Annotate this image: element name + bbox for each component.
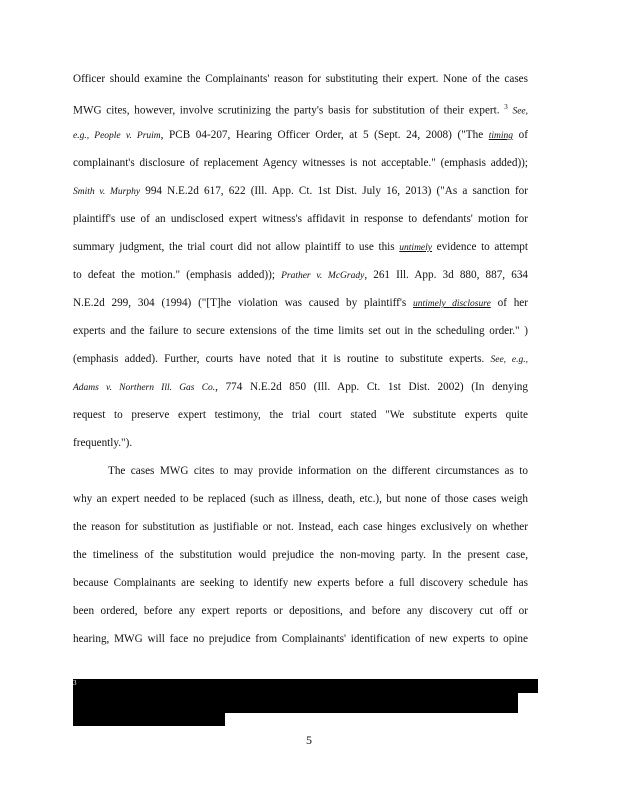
body-line — [73, 548, 528, 562]
body-line — [73, 268, 528, 283]
body-line — [73, 72, 528, 86]
redaction-bar-1 — [73, 679, 538, 693]
footnote-reference: 3 — [504, 103, 508, 111]
text-run: , PCB 04-207, Hearing Officer Order, at 5 (Sept. 24, 2008) ("The — [160, 129, 489, 141]
text-run: request to preserve expert testimony, the trial court stated "We substitute experts quite — [73, 409, 528, 421]
case-citation: Smith v. Murphy — [73, 187, 141, 197]
body-line — [73, 212, 528, 226]
text-run: 994 N.E.2d 617, 622 (Ill. App. Ct. 1st Dist. July 16, 2013) ("As a sanction for — [140, 185, 528, 197]
text-run: why an expert needed to be replaced (such as illness, death, etc.), but none of those cases weigh — [73, 493, 528, 505]
body-line — [73, 296, 528, 311]
body-line — [73, 324, 528, 338]
body-line — [73, 436, 528, 450]
text-run: MWG cites, however, involve scrutinizing the party's basis for substitution of their expert. — [73, 104, 505, 117]
case-citation: See, — [512, 106, 528, 117]
text-run: , 774 N.E.2d 850 (Ill. App. Ct. 1st Dist. 2002) (In denying — [215, 381, 528, 393]
case-citation: Prather v. McGrady — [281, 271, 365, 281]
body-line — [73, 576, 528, 590]
text-run: complainant's disclosure of replacement Agency witnesses is not acceptable." (emphasis added)); — [73, 157, 528, 169]
redaction-bar-2 — [73, 693, 518, 713]
body-line — [73, 352, 528, 367]
footnote-marker: 3 — [73, 679, 77, 687]
text-run: N.E.2d 299, 304 (1994) ("[T]he violation was caused by plaintiff's — [73, 297, 413, 309]
text-run: , 261 Ill. App. 3d 880, 887, 634 — [364, 269, 529, 281]
text-run: of — [513, 129, 528, 141]
text-run: evidence to attempt — [432, 241, 528, 253]
body-line — [108, 464, 528, 478]
case-citation: e.g., People v. Pruim — [73, 131, 161, 141]
text-run: frequently."). — [73, 437, 133, 449]
body-line — [73, 492, 528, 506]
text-run: the reason for substitution as justifiable or not. Instead, each case hinges exclusively on whether — [73, 521, 528, 533]
case-citation: untimely — [399, 243, 433, 253]
case-citation: untimely disclosure — [413, 299, 491, 309]
body-line — [73, 184, 528, 199]
text-run: hearing, MWG will face no prejudice from Complainants' identification of new experts to opine — [73, 633, 528, 645]
text-run: the timeliness of the substitution would prejudice the non-moving party. In the present case, — [73, 549, 528, 561]
body-line — [73, 408, 528, 422]
case-citation: timing — [488, 131, 514, 141]
case-citation: Adams v. Northern Ill. Gas Co. — [73, 383, 216, 393]
text-run: been ordered, before any expert reports or depositions, and before any discovery cut off or — [73, 605, 528, 617]
text-run: experts and the failure to secure extensions of the time limits set out in the scheduling order." ) — [73, 325, 528, 337]
text-run: Officer should examine the Complainants' reason for substituting their expert. None of the cases — [73, 73, 528, 85]
body-line — [73, 380, 528, 395]
body-line — [73, 128, 528, 143]
text-run: to defeat the motion." (emphasis added)); — [73, 269, 282, 281]
page-number: 5 — [306, 733, 312, 747]
text-run: of her — [490, 297, 528, 309]
text-run: summary judgment, the trial court did not allow plaintiff to use this — [73, 241, 400, 253]
text-run: because Complainants are seeking to identify new experts before a full discovery schedule has — [73, 577, 528, 589]
text-run: The cases MWG cites to may provide information on the different circumstances as to — [108, 465, 528, 477]
body-line — [73, 604, 528, 618]
text-run: (emphasis added). Further, courts have noted that it is routine to substitute experts. — [73, 353, 491, 365]
redaction-bar-3 — [73, 713, 225, 726]
body-line — [73, 240, 528, 255]
body-line — [73, 520, 528, 534]
body-line — [73, 100, 528, 119]
text-run: plaintiff's use of an undisclosed expert witness's affidavit in response to defendants' motion for — [73, 213, 528, 225]
body-line — [73, 156, 528, 170]
body-line — [73, 632, 528, 646]
case-citation: See, e.g., — [490, 355, 528, 365]
